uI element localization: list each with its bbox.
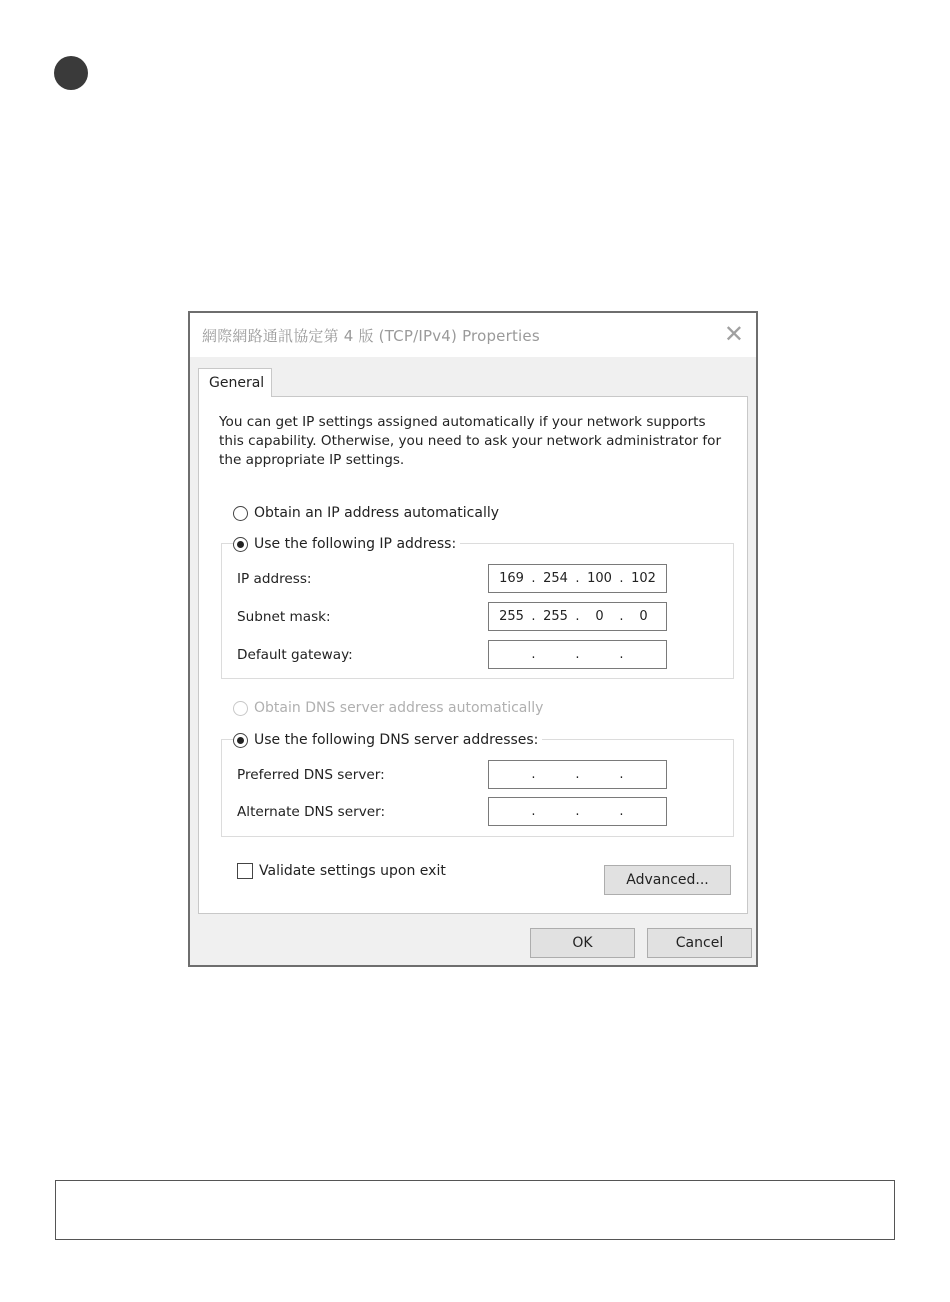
title-bar xyxy=(190,313,756,357)
obtain-ip-auto-radio[interactable] xyxy=(233,505,499,521)
preferred-dns-label: Preferred DNS server: xyxy=(237,767,385,783)
validate-settings-checkbox[interactable] xyxy=(237,863,253,879)
advanced-button[interactable]: Advanced... xyxy=(604,865,731,895)
default-gateway-field[interactable]: . . . xyxy=(488,640,667,669)
ip-address-label: IP address: xyxy=(237,571,312,587)
general-panel xyxy=(198,396,748,914)
validate-settings-checkbox-row[interactable] xyxy=(237,863,446,879)
use-following-ip-radio[interactable] xyxy=(233,536,460,552)
preferred-dns-field[interactable]: . . . xyxy=(488,760,667,789)
description-text: You can get IP settings assigned automatically if your network supports this capability. Otherwise, you need to ask your network administrator for the appropriate IP settings. xyxy=(219,414,722,468)
use-following-dns-label: Use the following DNS server addresses: xyxy=(254,732,539,748)
ip-address-field[interactable]: 169 . 254 . 100 . 102 xyxy=(488,564,667,593)
radio-button-selected[interactable] xyxy=(233,733,248,748)
validate-settings-label: Validate settings upon exit xyxy=(259,863,446,879)
subnet-mask-field[interactable]: 255 . 255 . 0 . 0 xyxy=(488,602,667,631)
alternate-dns-label: Alternate DNS server: xyxy=(237,804,386,820)
use-following-ip-label: Use the following IP address: xyxy=(254,536,457,552)
obtain-dns-auto-radio xyxy=(233,700,543,716)
subnet-mask-label: Subnet mask: xyxy=(237,609,331,625)
default-gateway-label: Default gateway: xyxy=(237,647,353,663)
tcpip-properties-dialog xyxy=(188,311,758,967)
cancel-button[interactable]: Cancel xyxy=(647,928,752,958)
step-marker-dot xyxy=(54,56,88,90)
window-title: 網際網路通訊協定第 4 版 (TCP/IPv4) Properties xyxy=(202,327,540,345)
tab-general[interactable]: General xyxy=(198,368,272,397)
radio-button-selected[interactable] xyxy=(233,537,248,552)
ok-button[interactable]: OK xyxy=(530,928,635,958)
note-box xyxy=(55,1180,895,1240)
close-icon[interactable]: ✕ xyxy=(723,320,744,348)
alternate-dns-field[interactable]: . . . xyxy=(488,797,667,826)
use-following-dns-radio[interactable] xyxy=(233,732,542,748)
radio-button-disabled xyxy=(233,701,248,716)
obtain-dns-auto-label: Obtain DNS server address automatically xyxy=(254,700,544,716)
obtain-ip-auto-label: Obtain an IP address automatically xyxy=(254,505,500,521)
radio-button[interactable] xyxy=(233,506,248,521)
